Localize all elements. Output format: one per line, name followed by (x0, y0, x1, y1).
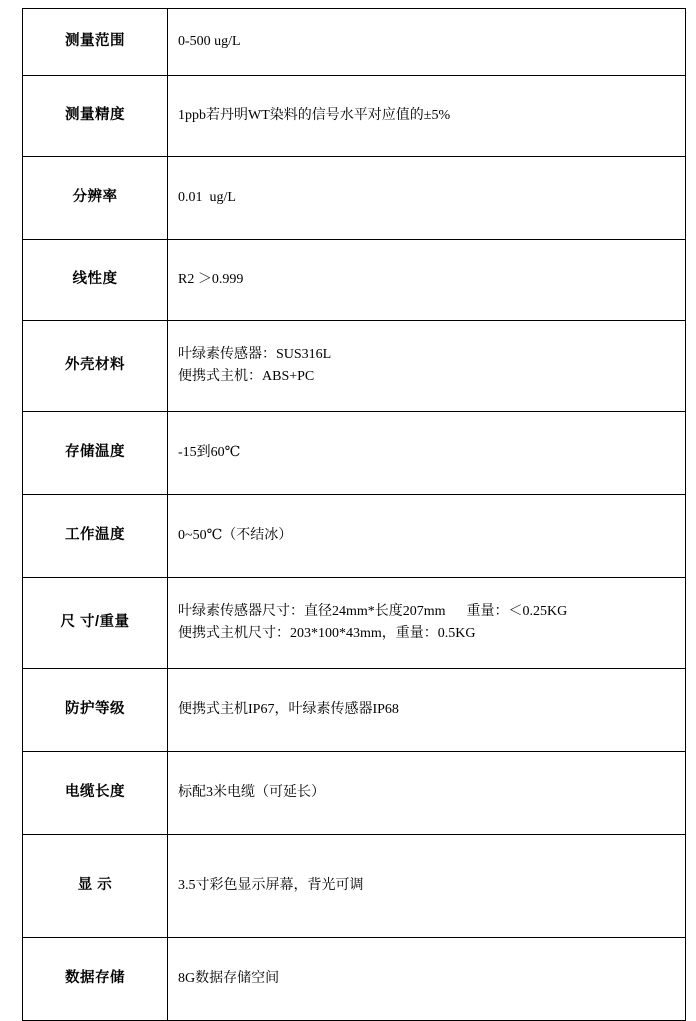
row-label: 测量范围 (23, 9, 168, 76)
row-value (168, 9, 686, 76)
row-label: 防护等级 (23, 669, 168, 752)
row-value (168, 321, 686, 412)
value-line: 便携式主机尺寸：203*100*43mm，重量：0.5KG (178, 626, 476, 641)
row-value (168, 495, 686, 578)
table-row (23, 240, 686, 321)
specification-table (22, 8, 686, 1021)
value-line: 8G数据存储空间 (178, 971, 280, 987)
row-label: 存储温度 (23, 412, 168, 495)
row-label: 外壳材料 (23, 321, 168, 412)
table-row (23, 495, 686, 578)
row-value (168, 938, 686, 1021)
table-row (23, 412, 686, 495)
value-line: 0-500 ug/L (178, 34, 241, 50)
table-row (23, 9, 686, 76)
table-row (23, 835, 686, 938)
row-label: 数据存储 (23, 938, 168, 1021)
row-label: 尺 寸/重量 (23, 578, 168, 669)
table-row (23, 938, 686, 1021)
value-line: 3.5寸彩色显示屏幕，背光可调 (178, 878, 364, 894)
value-line: -15到60℃ (178, 445, 241, 461)
row-value (168, 669, 686, 752)
table-row (23, 669, 686, 752)
row-value (168, 835, 686, 938)
value-line: 标配3米电缆（可延长） (178, 785, 325, 801)
row-value (168, 157, 686, 240)
table-row (23, 157, 686, 240)
value-line: 1ppb若丹明WT染料的信号水平对应值的±5% (178, 108, 451, 124)
row-label: 测量精度 (23, 76, 168, 157)
row-value (168, 752, 686, 835)
row-label: 分辨率 (23, 157, 168, 240)
table-row (23, 578, 686, 669)
table-row (23, 76, 686, 157)
value-line: 便携式主机IP67，叶绿素传感器IP68 (178, 702, 399, 718)
value-line: 0~50℃（不结冰） (178, 528, 293, 544)
row-value (168, 240, 686, 321)
table-row (23, 321, 686, 412)
row-label: 电缆长度 (23, 752, 168, 835)
value-line: 0.01 ug/L (178, 190, 236, 206)
row-label: 线性度 (23, 240, 168, 321)
row-value (168, 578, 686, 669)
value-line: 叶绿素传感器：SUS316L (178, 347, 332, 363)
table-row (23, 752, 686, 835)
row-label: 工作温度 (23, 495, 168, 578)
value-line: 便携式主机：ABS+PC (178, 369, 315, 384)
row-value (168, 76, 686, 157)
row-value (168, 412, 686, 495)
table-body (23, 9, 686, 1021)
value-line: R2 ＞0.999 (178, 272, 244, 288)
value-line: 叶绿素传感器尺寸：直径24mm*长度207mm 重量：＜0.25KG (178, 604, 568, 620)
row-label: 显 示 (23, 835, 168, 938)
